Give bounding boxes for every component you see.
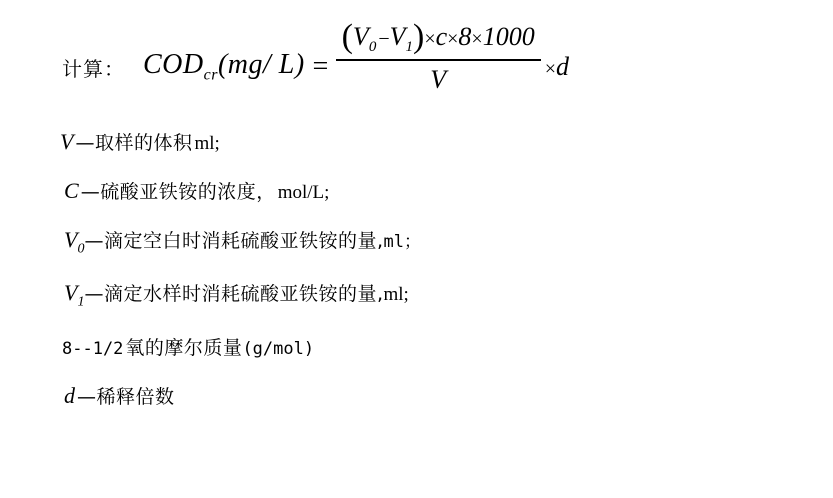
fraction-denominator: V [430, 65, 447, 95]
times-4: × [544, 57, 556, 80]
minus-sign: − [378, 28, 390, 50]
times-2: × [447, 28, 459, 50]
definition-text: 氧的摩尔质量 [125, 336, 243, 359]
equals-sign: = [310, 50, 330, 82]
definition-unit: ml; [383, 284, 409, 306]
definition-unit: ml； [383, 232, 421, 252]
cod-units: (mg/ L) [217, 48, 305, 80]
fraction-numerator [336, 18, 541, 59]
definition-symbol: 8--1/2 [62, 338, 124, 359]
definition-symbol-main: V [64, 280, 78, 306]
d-symbol: d [555, 51, 569, 81]
definition-symbol-subscript: 0 [77, 241, 85, 257]
cod-text: COD [143, 48, 204, 80]
v0-subscript: 0 [368, 39, 377, 56]
v1-symbol: V [389, 22, 406, 51]
definition-list [60, 128, 800, 431]
close-paren: ) [412, 18, 425, 55]
open-paren: ( [341, 18, 353, 55]
definition-symbol [64, 227, 84, 257]
times-3: × [471, 28, 483, 50]
fraction [336, 18, 541, 95]
formula-left-side [143, 29, 305, 85]
definition-text: —滴定水样时消耗硫酸亚铁铵的量, [84, 283, 384, 306]
formula-label: 计算： [62, 57, 125, 82]
formula-tail [541, 32, 569, 82]
eight-value: 8 [458, 22, 472, 51]
cod-subscript: cr [203, 66, 218, 84]
definition-text: —滴定空白时消耗硫酸亚铁铵的量, [84, 230, 384, 252]
definition-text: —稀释倍数 [77, 385, 175, 408]
times-1: × [424, 28, 436, 50]
definition-symbol: d [64, 382, 75, 408]
v0-symbol: V [352, 22, 369, 51]
definition-unit: ml; [194, 133, 220, 154]
definition-item-d [60, 382, 800, 409]
definition-symbol-subscript: 1 [77, 294, 85, 310]
definition-symbol: V [60, 129, 74, 154]
formula-expression [143, 18, 569, 95]
definition-item-eight [60, 333, 800, 360]
definition-item-c [60, 177, 800, 204]
definition-symbol [64, 280, 84, 310]
definition-item-v0 [60, 226, 800, 257]
c-symbol: c [435, 22, 448, 51]
definition-item-v1 [60, 279, 800, 310]
v1-subscript: 1 [405, 39, 413, 56]
definition-text: —硫酸亚铁铵的浓度， [80, 181, 276, 203]
formula-block [62, 18, 569, 95]
definition-text: —取样的体积 [75, 132, 193, 154]
definition-item-v [60, 128, 800, 155]
definition-symbol: C [64, 178, 79, 203]
definition-unit: (g/mol) [242, 338, 315, 359]
definition-symbol-main: V [64, 227, 78, 252]
thousand-value: 1000 [482, 22, 535, 51]
definition-unit: mol/L; [277, 182, 330, 203]
